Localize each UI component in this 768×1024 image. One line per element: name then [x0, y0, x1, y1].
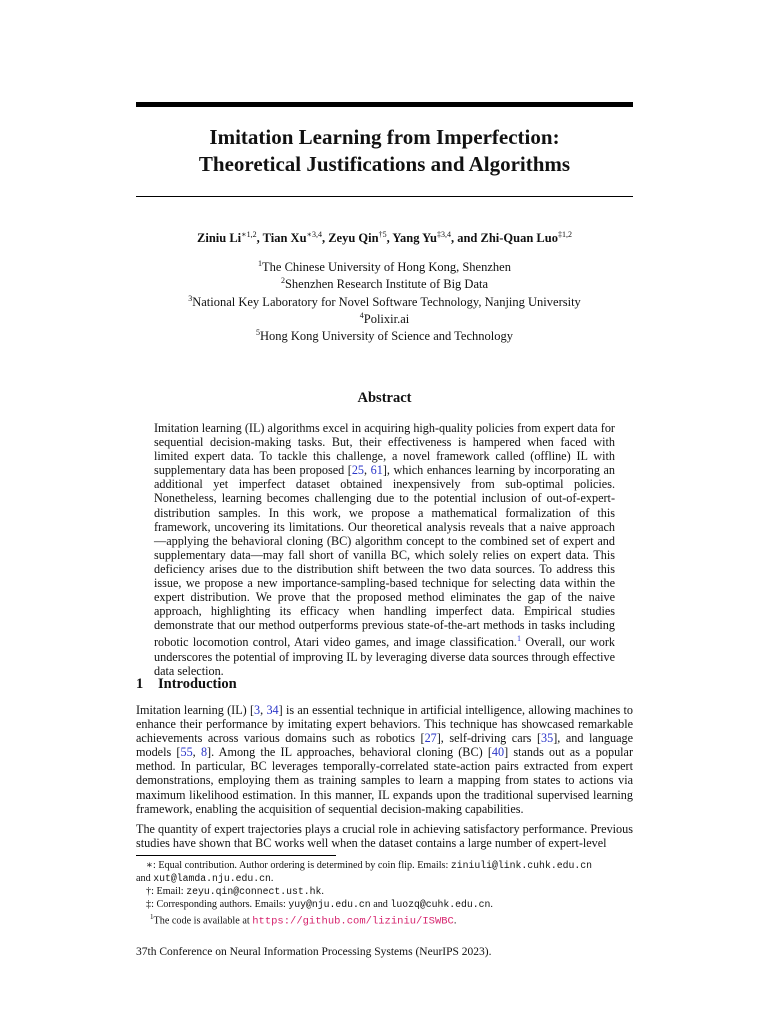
footnote — [136, 859, 633, 872]
affiliation-sup: 2 — [280, 276, 285, 286]
footnotes — [136, 859, 633, 928]
email-link[interactable]: yuy@nju.edu.cn — [288, 899, 371, 910]
citation-link[interactable]: 25 — [351, 463, 365, 478]
affiliation-sup: 4 — [359, 311, 364, 321]
affiliation-sup: 5 — [255, 328, 260, 338]
conference-note: 37th Conference on Neural Information Processing Systems (NeurIPS 2023). — [136, 946, 492, 958]
paragraph-text: ] is an essential technique in artificial intelligence, allowing machines to enhance their performance by imitating expert behaviors. This technique has showcased remarkable achievements across various domains such as robotics [ — [136, 703, 634, 746]
paragraph-text: ], self-driving cars [ — [436, 731, 542, 746]
footnote-rule — [136, 855, 336, 856]
abstract-text: Overall, our work underscores the potential of improving IL by leveraging diverse data sources through effective data selection. — [154, 635, 615, 678]
footnote-text: . — [321, 886, 324, 897]
footnote-text: . — [453, 915, 457, 927]
affiliation — [136, 309, 633, 326]
section-heading — [136, 676, 237, 693]
title-line-2: Theoretical Justifications and Algorithms — [198, 152, 571, 176]
footnote — [136, 872, 633, 885]
author-name: Yang Yu — [392, 231, 437, 246]
footnote-text: : Equal contribution. Author ordering is determined by coin flip. Emails: — [152, 860, 451, 871]
footnote-mark: ∗ — [146, 860, 153, 871]
top-rule — [136, 102, 633, 107]
intro-paragraph-1 — [136, 703, 633, 816]
email-link[interactable]: xut@lamda.nju.edu.cn — [153, 873, 271, 884]
affiliation-sup: 3 — [188, 293, 193, 303]
paragraph-text: ] stands out as a popular method. In particular, BC leverages temporally-correlated state-action pairs extracted from expert demonstrations, employing them as training samples to learn a mapping from states to actions via maximum likelihood estimation. In this manner, IL expands upon the traditional supervised learning framework, enabling the acquisition of sequential decision-making capabilities. — [136, 745, 634, 816]
author-sup: ‡1,2 — [557, 230, 572, 239]
abstract-text: Imitation learning (IL) algorithms excel in acquiring high-quality policies from expert data for sequential decision-making tasks. But, their effectiveness is hampered when faced with limited expert data. To tackle this challenge, a novel framework called (offline) IL with supplementary data has been proposed [ — [154, 421, 615, 478]
paragraph-text: ], and language models [ — [136, 731, 633, 760]
paragraph-text: Imitation learning (IL) [ — [136, 703, 255, 717]
affiliation — [136, 257, 633, 274]
affiliation-text: The Chinese University of Hong Kong, Shenzhen — [262, 260, 511, 275]
affiliation-sup: 1 — [258, 259, 263, 268]
author-sup: ∗3,4 — [306, 230, 322, 239]
abstract-sep: , — [364, 463, 371, 478]
footnote-text: . — [490, 899, 493, 910]
citation-link[interactable]: 61 — [370, 463, 383, 478]
footnote-text: and — [136, 873, 154, 884]
author-name: Zhi-Quan Luo — [480, 231, 558, 246]
title-rule — [136, 196, 633, 197]
footnote-mark: ‡ — [146, 899, 152, 910]
author-sup: ‡3,4 — [436, 230, 451, 239]
citation-link[interactable]: 35 — [541, 731, 554, 746]
paragraph-text: , — [260, 703, 267, 717]
footnote-text: : Corresponding authors. Emails: — [151, 899, 289, 910]
footnote-mark: 1 — [150, 913, 154, 921]
author-name: Ziniu Li — [197, 231, 242, 246]
abstract-heading: Abstract — [357, 390, 412, 406]
affiliation-text: Shenzhen Research Institute of Big Data — [284, 277, 489, 292]
section-number: 1 — [136, 676, 144, 692]
citation-link[interactable]: 55 — [180, 745, 193, 760]
paper-title — [136, 124, 633, 178]
affiliation-list — [136, 257, 633, 344]
footnote — [136, 885, 633, 898]
paragraph-text: ]. Among the IL approaches, behavioral cloning (BC) [ — [207, 745, 492, 760]
footnote — [136, 898, 633, 911]
author-sup: ∗1,2 — [241, 230, 257, 239]
footnote-link[interactable]: 1 — [516, 634, 521, 644]
email-link[interactable]: luozq@cuhk.edu.cn — [390, 899, 491, 910]
citation-link[interactable]: 8 — [200, 745, 208, 760]
footnote-text: . — [270, 873, 274, 884]
footnote — [136, 911, 633, 928]
abstract-text: ], which enhances learning by incorporating an additional yet imperfect dataset obtained inexpensively from sub-optimal policies. Nonetheless, learning becomes challenging due to the potential inclusion of out-of-expert-distribution samples. In this work, we propose a mathematical formalization of this framework, uncovering its limitations. Our theoretical analysis reveals that a naive approach—applying the behavioral cloning (BC) algorithm concept to the combined set of expert and supplementary data—may fall short of vanilla BC, which solely relies on expert data. This deficiency arises due to the distribution shift between the two data sources. To address this issue, we propose a new importance-sampling-based technique for selecting data within the expert distribution. We prove that the proposed method eliminates the gap of the naive approach, highlighting its efficacy when handling imperfect data. Empirical studies demonstrate that our method outperforms previous state-of-the-art methods in tasks including robotic locomotion control, Atari video games, and image classification. — [154, 463, 615, 650]
affiliation — [136, 274, 633, 291]
footnote-mark: † — [146, 886, 152, 897]
title-line-1: Imitation Learning from Imperfection: — [209, 125, 560, 149]
author-name: Tian Xu — [262, 231, 307, 246]
abstract-body — [154, 421, 615, 678]
affiliation-text: Polixir.ai — [363, 312, 410, 327]
affiliation — [136, 326, 633, 343]
email-link[interactable]: zeyu.qin@connect.ust.hk — [186, 886, 322, 897]
author-sup: †5 — [378, 230, 387, 239]
author-list: Ziniu $Li^{∗1,2}$, Tian $Xu^{∗3,4}$, Zeyu Qin$^{\dagger 5}$, Yang Yu$^{\ddagger 3,4}$, and Zhi-Quan Luo$^{\ddagger 1,2}$ — [197, 230, 572, 246]
citation-link[interactable]: 40 — [491, 745, 505, 760]
citation-link[interactable]: 3 — [254, 703, 261, 717]
author-conjunction: and — [457, 231, 478, 246]
affiliation — [136, 292, 633, 309]
footnote-text: : Email: — [151, 886, 187, 897]
intro-paragraph-2: The quantity of expert trajectories plays a crucial role in achieving satisfactory performance. Previous studies have shown that BC works well when the dataset contains a large number of expert-level — [136, 822, 633, 851]
code-url-link[interactable]: https://github.com/liziniu/ISWBC — [252, 915, 454, 928]
paragraph-text: , — [192, 745, 201, 760]
footnote-text: and — [370, 899, 391, 910]
affiliation-text: Hong Kong University of Science and Technology — [259, 329, 513, 344]
citation-link[interactable]: 34 — [266, 703, 279, 717]
author-name: Zeyu Qin — [328, 231, 379, 246]
email-link[interactable]: ziniuli@link.cuhk.edu.cn — [450, 860, 592, 871]
section-title: Introduction — [158, 676, 237, 692]
footnote-text: The code is available at — [153, 915, 253, 927]
affiliation-text: National Key Laboratory for Novel Software Technology, Nanjing University — [192, 294, 581, 309]
citation-link[interactable]: 27 — [424, 731, 437, 746]
